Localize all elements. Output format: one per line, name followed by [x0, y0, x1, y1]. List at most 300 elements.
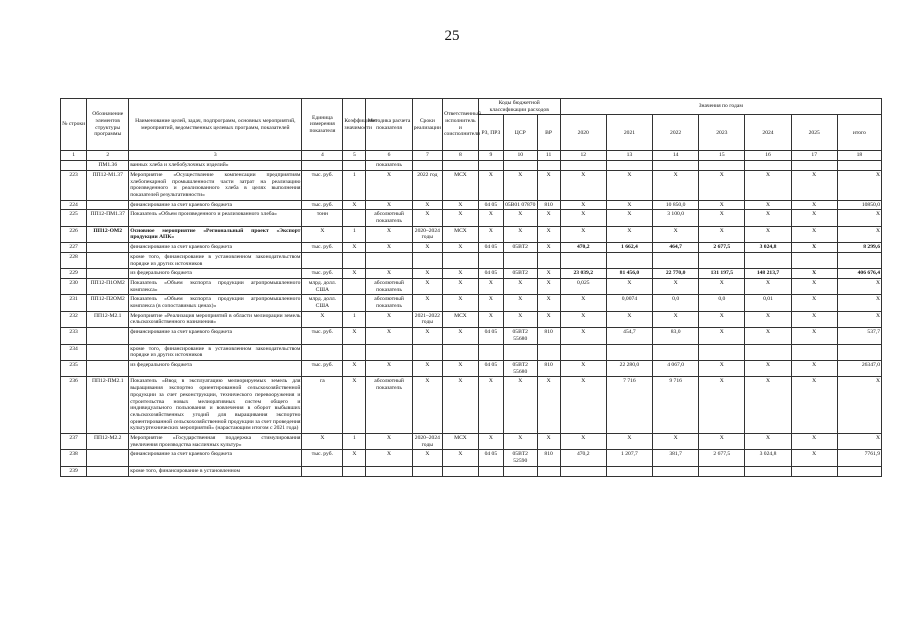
- table-cell: 810: [537, 200, 560, 210]
- header-num: № строки: [61, 99, 87, 151]
- table-cell: Х: [537, 434, 560, 450]
- table-cell: [560, 466, 606, 476]
- table-cell: Х: [443, 243, 479, 253]
- table-cell: Х: [478, 226, 503, 242]
- table-cell: Х: [443, 278, 479, 294]
- table-cell: 05ВТ2 52590: [503, 450, 537, 466]
- table-cell: Х: [478, 295, 503, 311]
- table-cell: [745, 161, 791, 171]
- table-cell: [87, 200, 129, 210]
- table-cell: 3 024,8: [745, 243, 791, 253]
- table-cell: Х: [503, 311, 537, 327]
- table-cell: Х: [443, 450, 479, 466]
- table-cell: [366, 344, 412, 360]
- table-cell: Х: [537, 295, 560, 311]
- table-cell: Х: [606, 278, 652, 294]
- table-cell: Х: [745, 278, 791, 294]
- table-body: [61, 161, 882, 476]
- table-cell: [443, 466, 479, 476]
- table-cell: [302, 344, 343, 360]
- table-cell: абсолютный показатель: [366, 210, 412, 226]
- table-cell: 04 05: [478, 450, 503, 466]
- table-cell: 454,7: [606, 328, 652, 344]
- table-cell: кроме того, финансирование в установленном законодательством порядке из других источников: [129, 344, 302, 360]
- table-cell: 234: [61, 344, 87, 360]
- table-cell: МСХ: [443, 311, 479, 327]
- table-cell: 04 05: [478, 269, 503, 279]
- column-number: 15: [699, 151, 745, 161]
- table-cell: [745, 252, 791, 268]
- table-cell: Х: [837, 311, 881, 327]
- table-cell: финансирование за счет краевого бюджета: [129, 200, 302, 210]
- table-cell: Х: [412, 295, 442, 311]
- table-cell: Х: [537, 243, 560, 253]
- table-cell: [837, 344, 881, 360]
- table-cell: Х: [366, 434, 412, 450]
- table-cell: [653, 466, 699, 476]
- table-cell: Х: [503, 226, 537, 242]
- table-cell: [302, 252, 343, 268]
- table-cell: 810: [537, 328, 560, 344]
- table-cell: [478, 344, 503, 360]
- table-cell: 04 05: [478, 200, 503, 210]
- table-cell: 225: [61, 210, 87, 226]
- header-budget-codes: Коды бюджетной классификации расходов: [478, 99, 560, 115]
- table-cell: 2020–2024 годы: [412, 226, 442, 242]
- table-cell: Х: [343, 200, 366, 210]
- table-cell: Основное мероприятие «Региональный проект «Экспорт продукции АПК»: [129, 226, 302, 242]
- table-cell: абсолютный показатель: [366, 278, 412, 294]
- table-cell: Х: [503, 295, 537, 311]
- table-cell: Х: [503, 377, 537, 434]
- column-number: 1: [61, 151, 87, 161]
- column-number: 4: [302, 151, 343, 161]
- table-cell: 04 05: [478, 360, 503, 376]
- table-cell: [606, 161, 652, 171]
- table-row: [61, 243, 882, 253]
- table-cell: Х: [606, 311, 652, 327]
- header-year-2025: 2025: [791, 115, 837, 151]
- table-cell: Х: [537, 170, 560, 200]
- table-cell: Показатель «Объем экспорта продукции агропромышленного комплекса (в сопоставимых ценах)»: [129, 295, 302, 311]
- table-cell: Х: [366, 328, 412, 344]
- table-cell: [791, 344, 837, 360]
- table-cell: 232: [61, 311, 87, 327]
- table-cell: [478, 161, 503, 171]
- table-cell: Х: [537, 269, 560, 279]
- table-cell: Х: [745, 226, 791, 242]
- table-cell: 05ВТ2 55680: [503, 328, 537, 344]
- table-cell: [745, 344, 791, 360]
- table-cell: 0,01: [745, 295, 791, 311]
- column-number: 8: [443, 151, 479, 161]
- table-cell: Х: [412, 450, 442, 466]
- table-cell: Х: [412, 243, 442, 253]
- table-cell: [837, 161, 881, 171]
- program-table: [60, 98, 882, 477]
- table-cell: [478, 466, 503, 476]
- table-cell: Х: [478, 278, 503, 294]
- table-cell: 0,0: [653, 295, 699, 311]
- table-cell: 0,0: [699, 295, 745, 311]
- header-method: Методика расчета показателя: [366, 99, 412, 151]
- table-cell: Х: [443, 295, 479, 311]
- table-cell: [745, 466, 791, 476]
- table-cell: Х: [560, 434, 606, 450]
- table-cell: Х: [503, 210, 537, 226]
- table-cell: Х: [791, 226, 837, 242]
- table-cell: 237: [61, 434, 87, 450]
- table-cell: Х: [791, 434, 837, 450]
- table-cell: Х: [791, 243, 837, 253]
- table-cell: Х: [745, 200, 791, 210]
- table-cell: [302, 466, 343, 476]
- column-number: 11: [537, 151, 560, 161]
- table-cell: Х: [366, 269, 412, 279]
- table-cell: [87, 344, 129, 360]
- table-cell: ПМ1.36: [87, 161, 129, 171]
- table-cell: [343, 161, 366, 171]
- column-number: 9: [478, 151, 503, 161]
- table-cell: Х: [443, 377, 479, 434]
- table-cell: ПП12-П2ОМ2: [87, 295, 129, 311]
- table-cell: 3 100,0: [653, 210, 699, 226]
- table-cell: [343, 466, 366, 476]
- header-year-2021: 2021: [606, 115, 652, 151]
- table-cell: 04 05: [478, 243, 503, 253]
- table-cell: Х: [745, 434, 791, 450]
- column-number-row: [61, 151, 882, 161]
- table-cell: Х: [791, 450, 837, 466]
- page-number: 25: [444, 28, 460, 44]
- table-cell: тонн: [302, 210, 343, 226]
- table-cell: Х: [745, 210, 791, 226]
- table-cell: Х: [560, 170, 606, 200]
- table-cell: [606, 466, 652, 476]
- table-cell: [366, 252, 412, 268]
- table-cell: Х: [537, 210, 560, 226]
- table-cell: Х: [699, 434, 745, 450]
- table-cell: Х: [343, 377, 366, 434]
- table-cell: Х: [412, 278, 442, 294]
- table-cell: Х: [837, 226, 881, 242]
- table-cell: 229: [61, 269, 87, 279]
- table-cell: 2 677,5: [699, 243, 745, 253]
- table-cell: Мероприятие «Осуществление компенсации предприятиям хлебопекарной промышленности части затрат на реализацию произведенного и реализованного хлеба в целях выполнения показателей результативности»: [129, 170, 302, 200]
- table-cell: [61, 161, 87, 171]
- column-number: 14: [653, 151, 699, 161]
- table-cell: Х: [606, 226, 652, 242]
- table-cell: [560, 252, 606, 268]
- table-cell: Х: [653, 311, 699, 327]
- header-year-2023: 2023: [699, 115, 745, 151]
- header-total: итого: [837, 115, 881, 151]
- table-cell: тыс. руб.: [302, 269, 343, 279]
- table-cell: Х: [699, 278, 745, 294]
- table-cell: ПП12-М2.1: [87, 311, 129, 327]
- table-row: [61, 328, 882, 344]
- table-cell: 131 197,5: [699, 269, 745, 279]
- table-cell: 470,2: [560, 243, 606, 253]
- table-cell: 236: [61, 377, 87, 434]
- table-cell: Х: [745, 360, 791, 376]
- table-cell: Х: [366, 360, 412, 376]
- table-cell: кроме того, финансирование в установленном законодательством порядке из других источников: [129, 252, 302, 268]
- table-cell: тыс. руб.: [302, 170, 343, 200]
- table-cell: Х: [606, 434, 652, 450]
- table-cell: 810: [537, 360, 560, 376]
- table-cell: [699, 252, 745, 268]
- table-cell: Х: [302, 311, 343, 327]
- table-cell: финансирование за счет краевого бюджета: [129, 328, 302, 344]
- table-cell: Х: [560, 226, 606, 242]
- table-cell: Х: [537, 278, 560, 294]
- column-number: 5: [343, 151, 366, 161]
- table-cell: [412, 344, 442, 360]
- table-cell: [412, 161, 442, 171]
- table-row: [61, 377, 882, 434]
- column-number: 2: [87, 151, 129, 161]
- table-cell: [343, 344, 366, 360]
- table-cell: [87, 269, 129, 279]
- table-cell: Показатель «Объем произведенного и реализованного хлеба»: [129, 210, 302, 226]
- table-cell: ПП12-П1ОМ2: [87, 278, 129, 294]
- table-cell: 1: [343, 434, 366, 450]
- table-cell: Х: [699, 377, 745, 434]
- header-year-2024: 2024: [745, 115, 791, 151]
- table-cell: Х: [791, 200, 837, 210]
- table-row: [61, 434, 882, 450]
- table-cell: [412, 252, 442, 268]
- table-cell: Х: [560, 377, 606, 434]
- table-cell: показатель: [366, 161, 412, 171]
- table-cell: [87, 466, 129, 476]
- table-cell: Х: [837, 210, 881, 226]
- table-cell: [503, 344, 537, 360]
- table-cell: Х: [560, 360, 606, 376]
- table-cell: тыс. руб.: [302, 243, 343, 253]
- table-row: [61, 170, 882, 200]
- table-cell: Х: [343, 328, 366, 344]
- table-cell: 05ВТ2: [503, 243, 537, 253]
- table-cell: [837, 252, 881, 268]
- table-cell: тыс. руб.: [302, 328, 343, 344]
- table-cell: Х: [699, 210, 745, 226]
- table-cell: 05В01 07870: [503, 200, 537, 210]
- table-cell: финансирование за счет краевого бюджета: [129, 243, 302, 253]
- table-cell: Х: [443, 210, 479, 226]
- table-row: [61, 269, 882, 279]
- table-cell: 05ВТ2: [503, 269, 537, 279]
- table-cell: Х: [837, 295, 881, 311]
- table-row: [61, 295, 882, 311]
- header-code: Обозначение элементов структуры программы: [87, 99, 129, 151]
- table-cell: Х: [560, 200, 606, 210]
- table-cell: Х: [653, 278, 699, 294]
- table-cell: Х: [443, 328, 479, 344]
- table-cell: 2020–2024 годы: [412, 434, 442, 450]
- table-row: [61, 311, 882, 327]
- table-cell: 05ВТ2 55680: [503, 360, 537, 376]
- table-cell: Х: [478, 170, 503, 200]
- table-cell: Х: [837, 278, 881, 294]
- table-cell: 4 067,0: [653, 360, 699, 376]
- table-cell: [443, 252, 479, 268]
- header-term: Сроки реализации: [412, 99, 442, 151]
- table-cell: 1: [343, 226, 366, 242]
- table-cell: Х: [606, 210, 652, 226]
- header-year-2022: 2022: [653, 115, 699, 151]
- table-cell: 235: [61, 360, 87, 376]
- table-cell: Х: [343, 269, 366, 279]
- table-cell: Х: [343, 243, 366, 253]
- table-cell: Х: [791, 210, 837, 226]
- table-cell: Х: [699, 170, 745, 200]
- header-name: Наименование целей, задач, подпрограмм, основных мероприятий, мероприятий, ведомственных целевых программ, показателей: [129, 99, 302, 151]
- table-row: [61, 344, 882, 360]
- table-cell: 83,0: [653, 328, 699, 344]
- table-cell: 406 676,4: [837, 269, 881, 279]
- table-cell: Х: [478, 377, 503, 434]
- table-cell: Х: [699, 328, 745, 344]
- header-vr: ВР: [537, 115, 560, 151]
- table-cell: тыс. руб.: [302, 200, 343, 210]
- table-cell: Х: [653, 170, 699, 200]
- table-cell: 23 039,2: [560, 269, 606, 279]
- table-cell: 223: [61, 170, 87, 200]
- table-cell: ПП12-ПМ2.1: [87, 377, 129, 434]
- table-cell: Х: [537, 311, 560, 327]
- table-cell: [87, 328, 129, 344]
- table-cell: Х: [837, 377, 881, 434]
- table-cell: Х: [791, 328, 837, 344]
- table-cell: Х: [302, 226, 343, 242]
- table-cell: Х: [791, 278, 837, 294]
- table-cell: [606, 344, 652, 360]
- table-cell: 0,0074: [606, 295, 652, 311]
- table-cell: кроме того, финансирование в установленном: [129, 466, 302, 476]
- table-cell: Х: [503, 434, 537, 450]
- table-cell: Х: [560, 295, 606, 311]
- table-cell: [653, 252, 699, 268]
- table-cell: МСХ: [443, 434, 479, 450]
- table-cell: Х: [745, 377, 791, 434]
- table-cell: ПП12-М2.2: [87, 434, 129, 450]
- table-cell: 2022 год: [412, 170, 442, 200]
- table-row: [61, 466, 882, 476]
- table-cell: 1 207,7: [606, 450, 652, 466]
- table-cell: Х: [537, 377, 560, 434]
- table-cell: Показатель «Ввод в эксплуатацию мелиорируемых земель для выращивания экспортно ориентированной сельскохозяйственной продукции за счет реконструкции, технического перевооружения и строительства новых мелиоративных систем общего и индивидуального пользования и вовлечения в оборот выбывших сельскохозяйственных угодий для выращивания экспортно ориентированной сельскохозяйственной продукции за счет проведения культуртехнических мероприятий» (нарастающим итогом с 2021 года): [129, 377, 302, 434]
- table-cell: [653, 344, 699, 360]
- table-cell: Мероприятие «Реализация мероприятий в области мелиорации земель сельскохозяйственного назначения»: [129, 311, 302, 327]
- table-cell: Х: [412, 210, 442, 226]
- column-number: 12: [560, 151, 606, 161]
- header-unit: Единица измерения показателя: [302, 99, 343, 151]
- table-cell: Х: [366, 311, 412, 327]
- table-row: [61, 161, 882, 171]
- table-cell: Х: [653, 226, 699, 242]
- table-cell: Х: [606, 170, 652, 200]
- table-cell: [443, 161, 479, 171]
- table-cell: Х: [443, 360, 479, 376]
- table-cell: Х: [745, 328, 791, 344]
- table-cell: ПП12-ПМ1.37: [87, 210, 129, 226]
- table-cell: МСХ: [443, 226, 479, 242]
- table-cell: Х: [745, 311, 791, 327]
- table-cell: 04 05: [478, 328, 503, 344]
- table-cell: [343, 210, 366, 226]
- table-cell: Х: [366, 200, 412, 210]
- table-cell: [343, 278, 366, 294]
- header-executor: Ответственный исполнитель и соисполнители: [443, 99, 479, 151]
- table-cell: 381,7: [653, 450, 699, 466]
- table-cell: Х: [503, 170, 537, 200]
- table-cell: млрд. долл. США: [302, 278, 343, 294]
- table-cell: Х: [478, 434, 503, 450]
- table-cell: тыс. руб.: [302, 450, 343, 466]
- column-number: 17: [791, 151, 837, 161]
- table-cell: 1: [343, 311, 366, 327]
- table-row: [61, 360, 882, 376]
- table-cell: Х: [366, 243, 412, 253]
- table-cell: [537, 466, 560, 476]
- table-cell: финансирование за счет краевого бюджета: [129, 450, 302, 466]
- table-cell: Показатель «Объем экспорта продукции агропромышленного комплекса»: [129, 278, 302, 294]
- table-cell: [478, 252, 503, 268]
- table-row: [61, 210, 882, 226]
- table-cell: Мероприятие «Государственная поддержка стимулирования увеличения производства масличных культур»: [129, 434, 302, 450]
- table-cell: [791, 161, 837, 171]
- table-cell: Х: [791, 170, 837, 200]
- table-cell: [412, 466, 442, 476]
- table-cell: [343, 252, 366, 268]
- table-cell: Х: [560, 328, 606, 344]
- table-cell: [87, 252, 129, 268]
- table-cell: [837, 466, 881, 476]
- table-cell: 239: [61, 466, 87, 476]
- table-cell: тыс. руб.: [302, 360, 343, 376]
- table-cell: Х: [745, 170, 791, 200]
- table-cell: Х: [302, 434, 343, 450]
- table-cell: Х: [837, 170, 881, 200]
- table-cell: Х: [699, 311, 745, 327]
- table-cell: [699, 161, 745, 171]
- table-cell: 2 677,5: [699, 450, 745, 466]
- table-cell: Х: [412, 269, 442, 279]
- table-cell: Х: [699, 226, 745, 242]
- table-cell: [537, 252, 560, 268]
- table-cell: Х: [478, 311, 503, 327]
- table-row: [61, 278, 882, 294]
- table-cell: Х: [412, 377, 442, 434]
- table-cell: МСХ: [443, 170, 479, 200]
- table-row: [61, 226, 882, 242]
- table-cell: [699, 344, 745, 360]
- table-cell: [791, 252, 837, 268]
- table-cell: из федерального бюджета: [129, 269, 302, 279]
- table-cell: Х: [791, 360, 837, 376]
- table-cell: ПП12-М1.37: [87, 170, 129, 200]
- table-cell: [537, 344, 560, 360]
- table-cell: 7 716: [606, 377, 652, 434]
- table-cell: [537, 161, 560, 171]
- table-cell: Х: [343, 450, 366, 466]
- table-cell: [791, 466, 837, 476]
- table-cell: 224: [61, 200, 87, 210]
- table-cell: [87, 243, 129, 253]
- table-cell: 3 024,8: [745, 450, 791, 466]
